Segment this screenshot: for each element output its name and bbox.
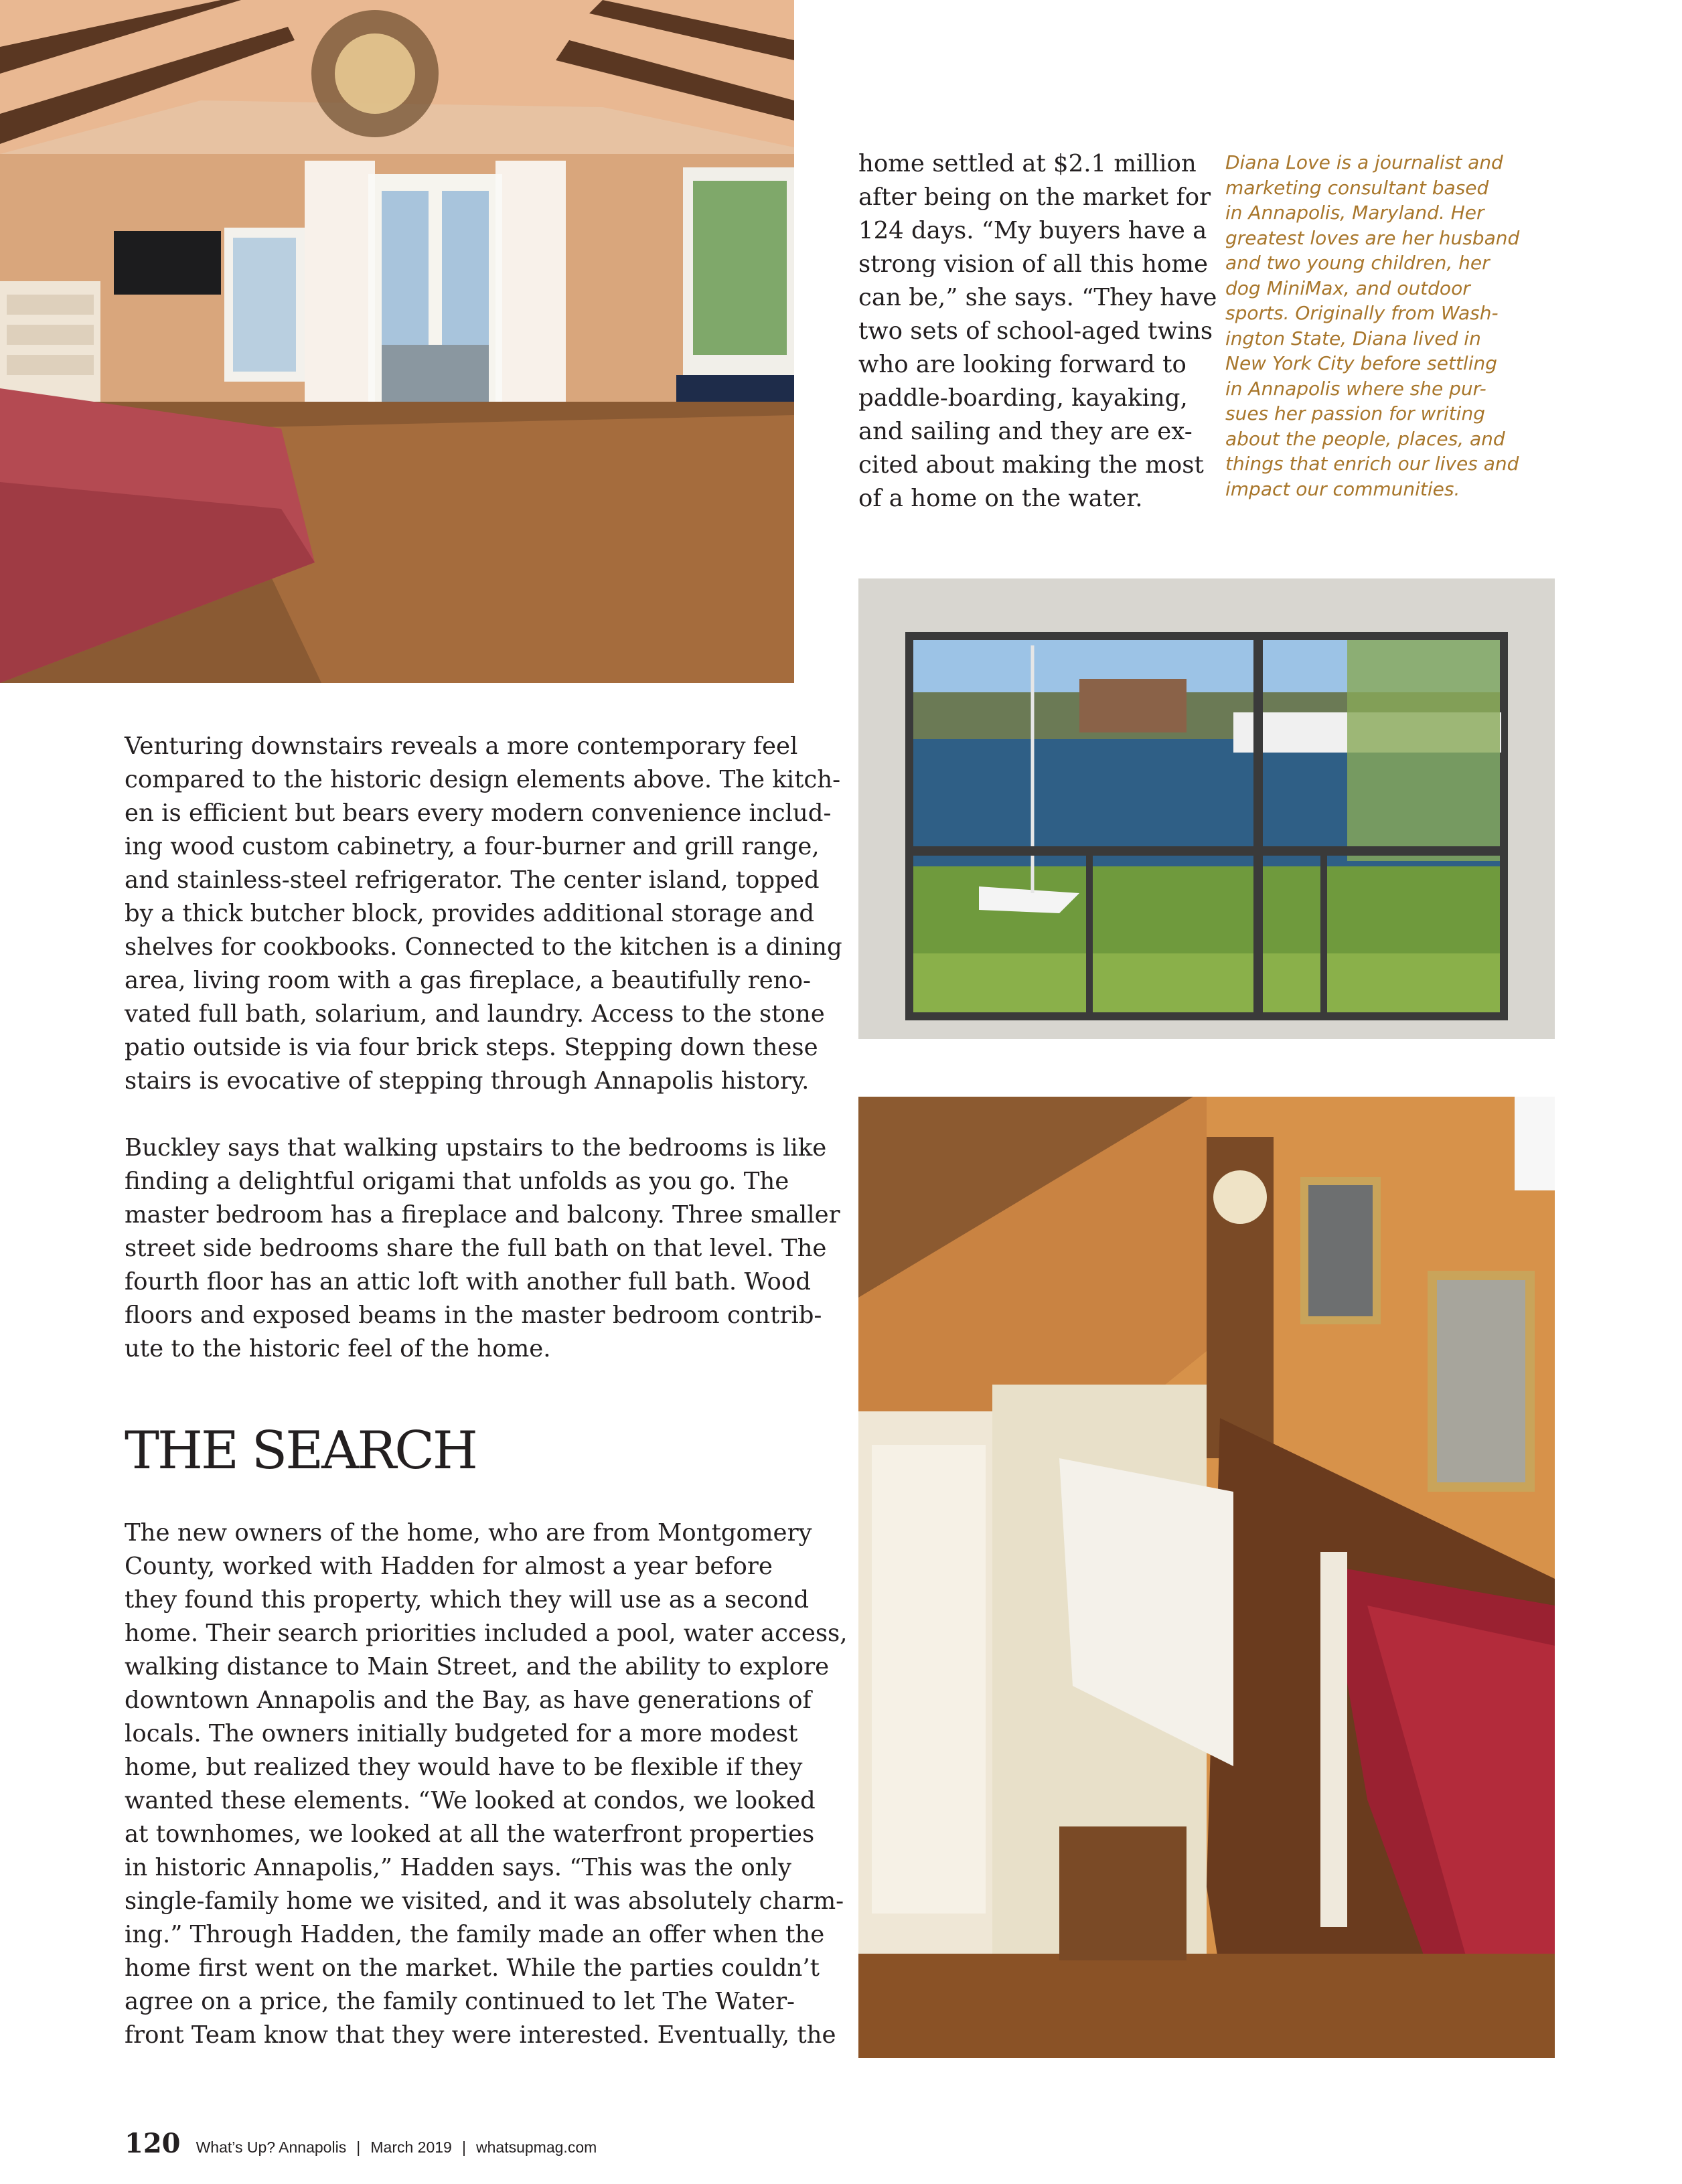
website-link[interactable]: whatsupmag.com [476,2138,597,2156]
text-line: home, but realized they would have to be flexible if they [125,1753,803,1781]
bio-line: marketing consultant based [1225,176,1489,199]
paragraph-search [125,1516,848,2052]
text-line: after being on the market for [858,183,1211,211]
author-bio [1225,150,1519,501]
text-line: The new owners of the home, who are from Montgomery [125,1519,812,1547]
text-line: wanted these elements. “We looked at condos, we looked [125,1787,816,1814]
text-line: Buckley says that walking upstairs to the bedrooms is like [125,1134,827,1162]
page-footer [125,2128,597,2159]
text-line: single-family home we visited, and it was absolutely charm- [125,1887,844,1915]
section-heading-search: THE SEARCH [125,1421,476,1481]
paragraph-downstairs [125,730,842,1098]
text-line: and stainless-steel refrigerator. The center island, topped [125,866,820,894]
bio-line: about the people, places, and [1225,427,1505,450]
bio-line: Diana Love is a journalist and [1225,151,1503,173]
bio-line: and two young children, her [1225,252,1490,274]
text-line: agree on a price, the family continued to let The Water- [125,1988,795,2015]
text-line: who are looking forward to [858,351,1187,378]
bio-line: sports. Originally from Wash- [1225,302,1499,324]
text-line: floors and exposed beams in the master bedroom contrib- [125,1302,822,1329]
bio-line: in Annapolis, Maryland. Her [1225,202,1484,224]
staircase-photo [858,1097,1555,2058]
text-line: 124 days. “My buyers have a [858,217,1207,244]
page-number: 120 [125,2128,181,2159]
text-line: of a home on the water. [858,485,1143,512]
text-line: ing wood custom cabinetry, a four-burner and grill range, [125,833,820,860]
footer-separator: | [356,2138,361,2156]
bio-line: New York City before settling [1225,352,1498,374]
text-line: can be,” she says. “They have [858,284,1217,311]
bio-line: in Annapolis where she pur- [1225,377,1486,400]
paragraph-upstairs [125,1132,840,1366]
publication-name: What’s Up? Annapolis [196,2138,347,2156]
bedroom-photo [0,0,794,683]
bio-line: impact our communities. [1225,477,1460,500]
bio-line: sues her passion for writing [1225,402,1485,424]
text-line: stairs is evocative of stepping through Annapolis history. [125,1067,810,1095]
article-continuation-paragraph [858,147,1217,516]
text-line: compared to the historic design elements above. The kitch- [125,766,841,793]
bio-line: things that enrich our lives and [1225,453,1519,475]
text-line: strong vision of all this home [858,250,1209,278]
bio-line: greatest loves are her husband [1225,226,1520,249]
issue-date: March 2019 [370,2138,452,2156]
bio-line: dog MiniMax, and outdoor [1225,277,1470,299]
text-line: paddle-boarding, kayaking, [858,384,1188,412]
text-line: Venturing downstairs reveals a more contemporary feel [125,732,798,760]
text-line: master bedroom has a fireplace and balcony. Three smaller [125,1201,840,1229]
text-line: vated full bath, solarium, and laundry. Access to the stone [125,1000,825,1028]
text-line: locals. The owners initially budgeted for a more modest [125,1720,798,1747]
text-line: home first went on the market. While the parties couldn’t [125,1954,820,1982]
text-line: home settled at $2.1 million [858,150,1197,177]
text-line: front Team know that they were interested. Eventually, the [125,2021,836,2049]
bio-line: ington State, Diana lived in [1225,327,1481,349]
text-line: en is efficient but bears every modern convenience includ- [125,799,832,827]
text-line: cited about making the most [858,451,1204,479]
text-line: area, living room with a gas fireplace, a beautifully reno- [125,967,811,994]
text-line: shelves for cookbooks. Connected to the kitchen is a dining [125,933,842,961]
text-line: ute to the historic feel of the home. [125,1335,551,1362]
text-line: by a thick butcher block, provides additional storage and [125,900,815,927]
footer-separator: | [461,2138,466,2156]
window-view-photo [858,578,1555,1039]
text-line: in historic Annapolis,” Hadden says. “This was the only [125,1854,791,1881]
text-line: home. Their search priorities included a pool, water access, [125,1620,848,1647]
text-line: walking distance to Main Street, and the ability to explore [125,1653,830,1681]
text-line: County, worked with Hadden for almost a year before [125,1553,773,1580]
text-line: finding a delightful origami that unfolds as you go. The [125,1168,789,1195]
text-line: fourth floor has an attic loft with another full bath. Wood [125,1268,811,1296]
text-line: ing.” Through Hadden, the family made an offer when the [125,1921,825,1948]
text-line: street side bedrooms share the full bath on that level. The [125,1235,827,1262]
text-line: two sets of school-aged twins [858,317,1213,345]
text-line: downtown Annapolis and the Bay, as have generations of [125,1687,812,1714]
text-line: they found this property, which they will use as a second [125,1586,810,1614]
text-line: at townhomes, we looked at all the waterfront properties [125,1820,815,1848]
text-line: patio outside is via four brick steps. Stepping down these [125,1034,818,1061]
text-line: and sailing and they are ex- [858,418,1193,445]
